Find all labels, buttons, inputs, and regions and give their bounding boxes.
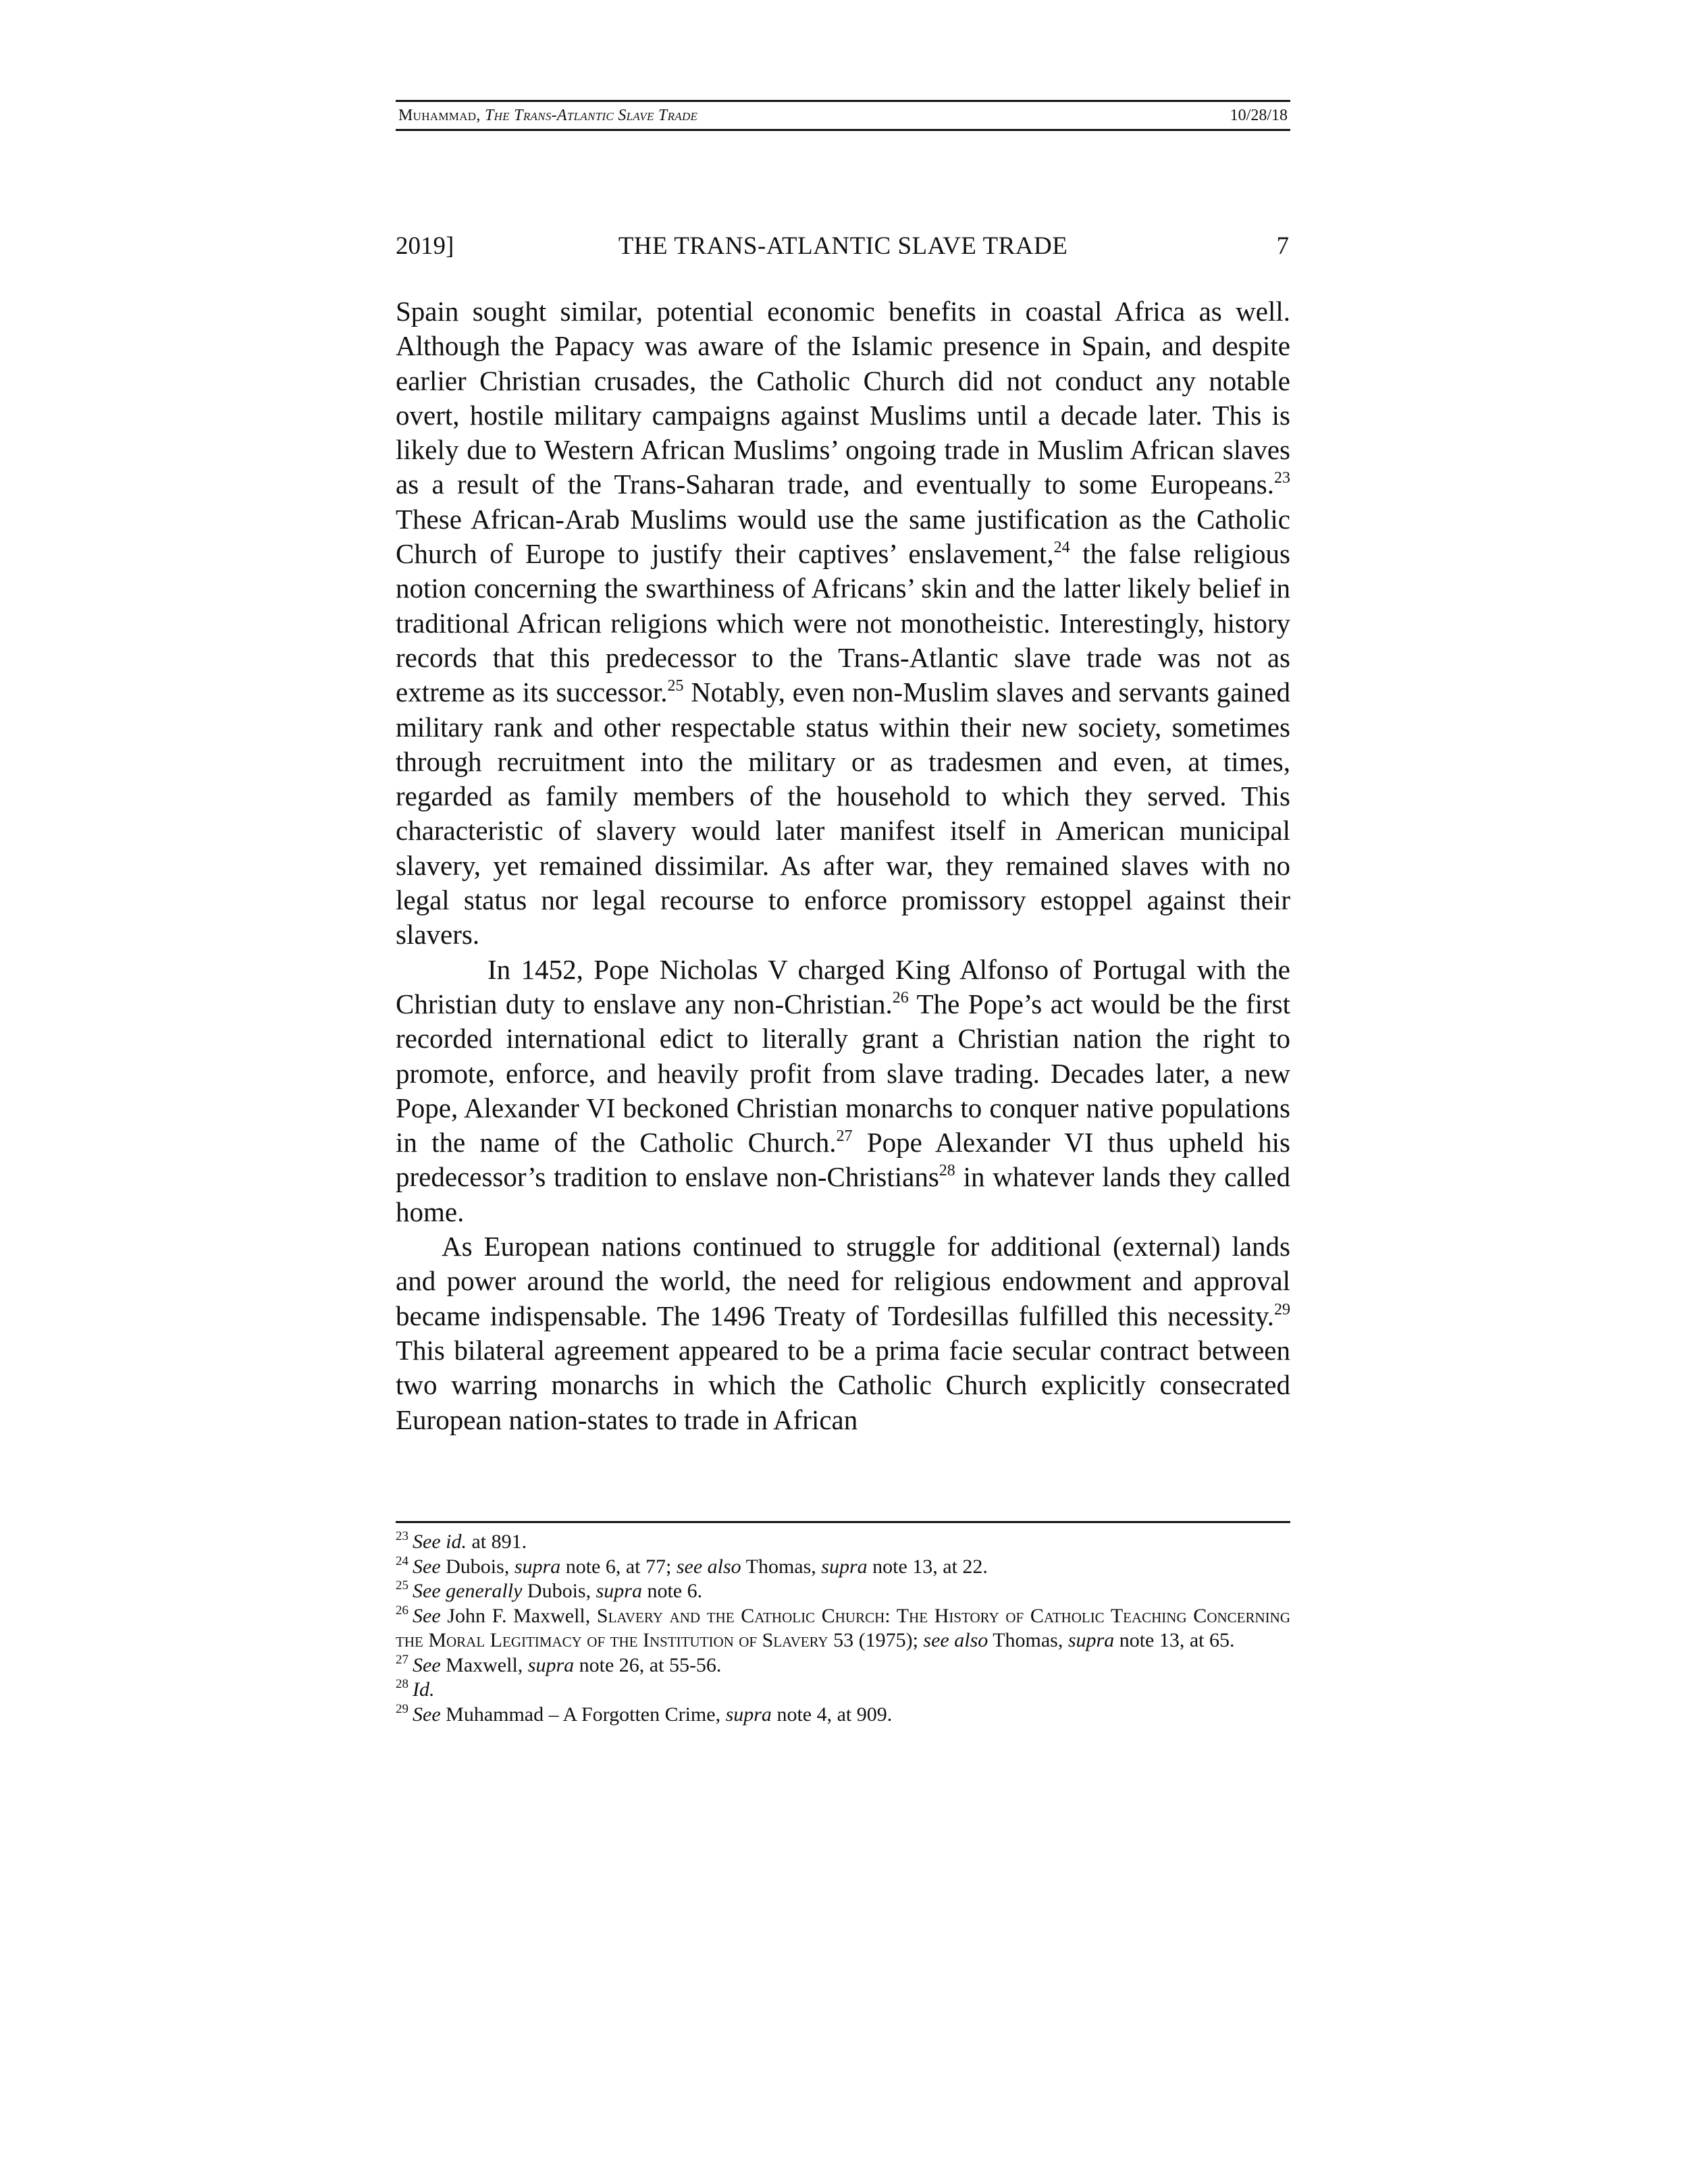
book-title: Slavery and the Catholic Church: The History of Catholic Teaching Concerning the Moral Legitimacy of the Institution of Slavery <box>396 1604 1290 1651</box>
footnote-23: $^{23}$ See id. at 891. <box>396 1529 527 1553</box>
body-text <box>396 294 1290 1437</box>
paragraph-1: Spain sought similar, potential economic benefits in coastal Africa as well. Although the Papacy was aware of the Islamic presence in Spain, and despite earlier Christian crusades, the Catholic Church did not conduct any notable overt, hostile military campaigns against Muslims until a decade later. This is likely due to Western African Muslims’ ongoing trade in Muslim African slaves as a result of the Trans-Saharan trade, and eventually to some Europeans.$^{23}$ These African-Arab Muslims would use the same justification as the Catholic Church of Europe to justify their captives’ enslavement,$^{24}$ the false religious notion concerning the swarthiness of Africans’ skin and the latter likely belief in traditional African religions which were not monotheistic. Interestingly, history records that this predecessor to the Trans-Atlantic slave trade was not as extreme as its successor.$^{25}$ Notably, even non-Muslim slaves and servants gained military rank and other respectable status within their new society, sometimes through recruitment into the military or as tradesmen and even, at times, regarded as family members of the household to which they served. This characteristic of slavery would later manifest itself in American municipal slavery, yet remained dissimilar. As after war, they remained slaves with no legal status nor legal recourse to enforce promissory estoppel against their slavers. <box>396 296 1291 951</box>
paragraph-2: In 1452, Pope Nicholas V charged King Alfonso of Portugal with the Christian duty to enslave any non-Christian.$^{26}$ The Pope’s act would be the first recorded international edict to literally grant a Christian nation the right to promote, enforce, and heavily profit from slave trading. Decades later, a new Pope, Alexander VI beckoned Christian monarchs to conquer native populations in the name of the Catholic Church.$^{27}$ Pope Alexander VI thus upheld his predecessor’s tradition to enslave non-Christians$^{28}$ in whatever lands they called home. <box>396 953 1291 1227</box>
footnote-26: $^{26}$ See John F. Maxwell, Slavery and the Catholic Church: The History of Catholic Teaching Concerning the Moral Legitimacy of the Institution of Slavery 53 (1975); see also Thomas, supra note 13, at 65. <box>396 1603 1290 1651</box>
footnote-27: $^{27}$ See Maxwell, supra note 26, at 55-56. <box>396 1652 722 1676</box>
page-header <box>396 230 1290 263</box>
draft-header-author: Muhammad, <box>398 107 485 124</box>
draft-header <box>396 100 1290 131</box>
footnote-28: $^{28}$ Id. <box>396 1677 435 1701</box>
footnote-ref-27[interactable]: 27 <box>836 1127 853 1146</box>
footnotes <box>396 1530 1290 1727</box>
footnote-ref-26[interactable]: 26 <box>892 988 909 1007</box>
footnote-ref-23[interactable]: 23 <box>1274 469 1290 487</box>
footnote-ref-28[interactable]: 28 <box>939 1162 955 1180</box>
footnote-24: $^{24}$ See Dubois, supra note 6, at 77; see also Thomas, supra note 13, at 22. <box>396 1553 988 1578</box>
draft-header-title <box>398 102 697 129</box>
draft-header-date: 10/28/18 <box>1230 107 1288 124</box>
page-header-title: THE TRANS-ATLANTIC SLAVE TRADE <box>618 232 1068 260</box>
footnote-ref-24[interactable]: 24 <box>1053 539 1070 557</box>
footnote-25: $^{25}$ See generally Dubois, supra note 6. <box>396 1578 703 1602</box>
footnote-divider <box>396 1521 1290 1523</box>
footnote-29: $^{29}$ See Muhammad – A Forgotten Crime, supra note 4, at 909. <box>396 1701 893 1726</box>
footnote-ref-29[interactable]: 29 <box>1274 1300 1290 1319</box>
paragraph-3: As European nations continued to struggle for additional (external) lands and power around the world, the need for religious endowment and approval became indispensable. The 1496 Treaty of Tordesillas fulfilled this necessity.$^{29}$ This bilateral agreement appeared to be a prima facie secular contract between two warring monarchs in which the Catholic Church explicitly consecrated European nation-states to trade in African <box>396 1231 1290 1435</box>
footnote-ref-25[interactable]: 25 <box>667 677 684 695</box>
page-header-year: 2019] <box>396 232 454 260</box>
draft-header-article: The Trans-Atlantic Slave Trade <box>484 107 698 124</box>
page-number: 7 <box>1276 232 1289 260</box>
